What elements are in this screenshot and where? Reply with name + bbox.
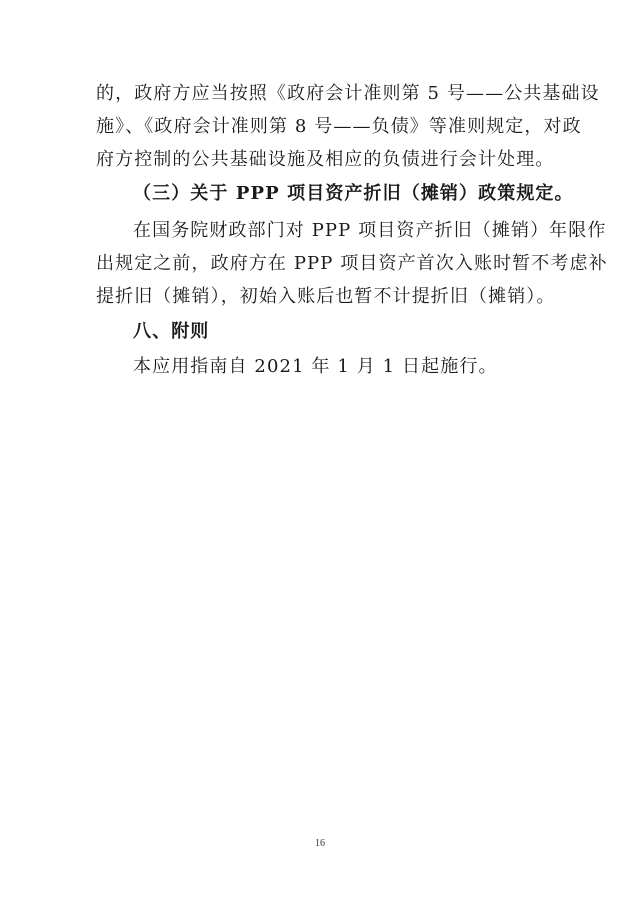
- subheading-depreciation-policy: （三）关于 PPP 项目资产折旧（摊销）政策规定。: [133, 183, 574, 204]
- paragraph-2-line-1: 在国务院财政部门对 PPP 项目资产折旧（摊销）年限作: [133, 220, 607, 241]
- paragraph-1-line-2: 施》、《政府会计准则第 8 号——负债》等准则规定，对政: [96, 116, 582, 137]
- page-number: 16: [315, 838, 325, 849]
- paragraph-1-line-1: 的，政府方应当按照《政府会计准则第 5 号——公共基础设: [96, 83, 600, 104]
- paragraph-1-line-3: 府方控制的公共基础设施及相应的负债进行会计处理。: [96, 149, 555, 170]
- paragraph-2-line-2: 出规定之前，政府方在 PPP 项目资产首次入账时暂不考虑补: [96, 253, 608, 274]
- paragraph-2-line-3: 提折旧（摊销），初始入账后也暂不计提折旧（摊销）。: [96, 286, 556, 307]
- paragraph-3-effective-date: 本应用指南自 2021 年 1 月 1 日起施行。: [133, 356, 498, 377]
- section-heading-supplementary: 八、附则: [133, 321, 210, 342]
